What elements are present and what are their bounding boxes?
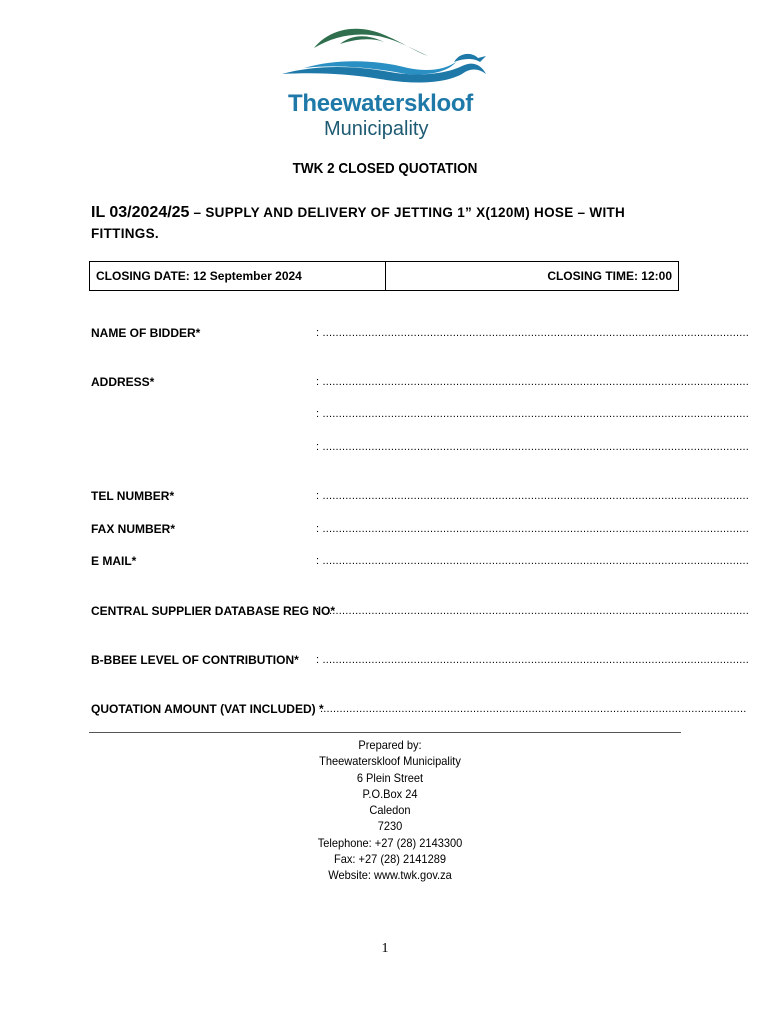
logo-subtitle: Municipality bbox=[324, 118, 429, 140]
quotation-amount-label: QUOTATION AMOUNT (VAT INCLUDED) * bbox=[91, 702, 324, 716]
address-label: ADDRESS* bbox=[91, 375, 155, 389]
quotation-amount-field[interactable]: :.................................................................................................................................. bbox=[320, 703, 747, 715]
prepared-by-postal-code: 7230 bbox=[377, 819, 403, 834]
prepared-by-po-box: P.O.Box 24 bbox=[362, 786, 418, 801]
bbbee-level-field[interactable]: : ................................................................................................................................... bbox=[316, 654, 750, 666]
csd-reg-label: CENTRAL SUPPLIER DATABASE REG NO* bbox=[91, 604, 336, 618]
fax-number-field[interactable]: : ................................................................................................................................... bbox=[316, 523, 750, 535]
prepared-by-website[interactable]: Website: www.twk.gov.za bbox=[328, 868, 452, 883]
tel-number-field[interactable]: : ................................................................................................................................... bbox=[316, 490, 750, 502]
prepared-by-org: Theewaterskloof Municipality bbox=[319, 754, 461, 769]
water-swoosh-icon bbox=[278, 22, 490, 92]
bbbee-level-label: B-BBEE LEVEL OF CONTRIBUTION* bbox=[91, 653, 299, 667]
prepared-by-telephone: Telephone: +27 (28) 2143300 bbox=[317, 835, 463, 850]
quotation-subject bbox=[91, 202, 681, 244]
prepared-by-heading: Prepared by: bbox=[358, 738, 422, 752]
prepared-by-fax: Fax: +27 (28) 2141289 bbox=[333, 852, 447, 867]
tel-number-label: TEL NUMBER* bbox=[91, 489, 175, 503]
prepared-by-block bbox=[0, 737, 780, 884]
closing-date: CLOSING DATE: 12 September 2024 bbox=[90, 262, 386, 290]
prepared-by-street: 6 Plein Street bbox=[356, 770, 424, 785]
fax-number-label: FAX NUMBER* bbox=[91, 522, 176, 536]
closing-details-table bbox=[89, 261, 679, 291]
email-label: E MAIL* bbox=[91, 554, 137, 568]
quotation-description: – SUPPLY AND DELIVERY OF JETTING 1” X(120M) HOSE – WITH FITTINGS. bbox=[91, 205, 626, 241]
address-field-1[interactable]: : ................................................................................................................................... bbox=[316, 376, 750, 388]
bidder-name-field[interactable]: : ................................................................................................................................... bbox=[316, 327, 750, 339]
email-field[interactable]: : ................................................................................................................................... bbox=[316, 555, 750, 567]
bidder-name-label: NAME OF BIDDER* bbox=[91, 326, 201, 340]
municipality-logo bbox=[278, 22, 490, 144]
address-field-3[interactable]: : ................................................................................................................................... bbox=[316, 441, 750, 453]
logo-name: Theewaterskloof bbox=[288, 90, 473, 117]
document-title: TWK 2 CLOSED QUOTATION bbox=[292, 160, 478, 177]
prepared-by-town: Caledon bbox=[369, 803, 411, 818]
page-number: 1 bbox=[381, 941, 389, 956]
quotation-code: IL 03/2024/25 bbox=[91, 204, 190, 221]
csd-reg-field[interactable]: : ................................................................................................................................... bbox=[316, 605, 750, 617]
closing-time: CLOSING TIME: 12:00 bbox=[547, 269, 672, 283]
address-field-2[interactable]: : ................................................................................................................................... bbox=[316, 408, 750, 420]
divider-line bbox=[89, 732, 681, 733]
